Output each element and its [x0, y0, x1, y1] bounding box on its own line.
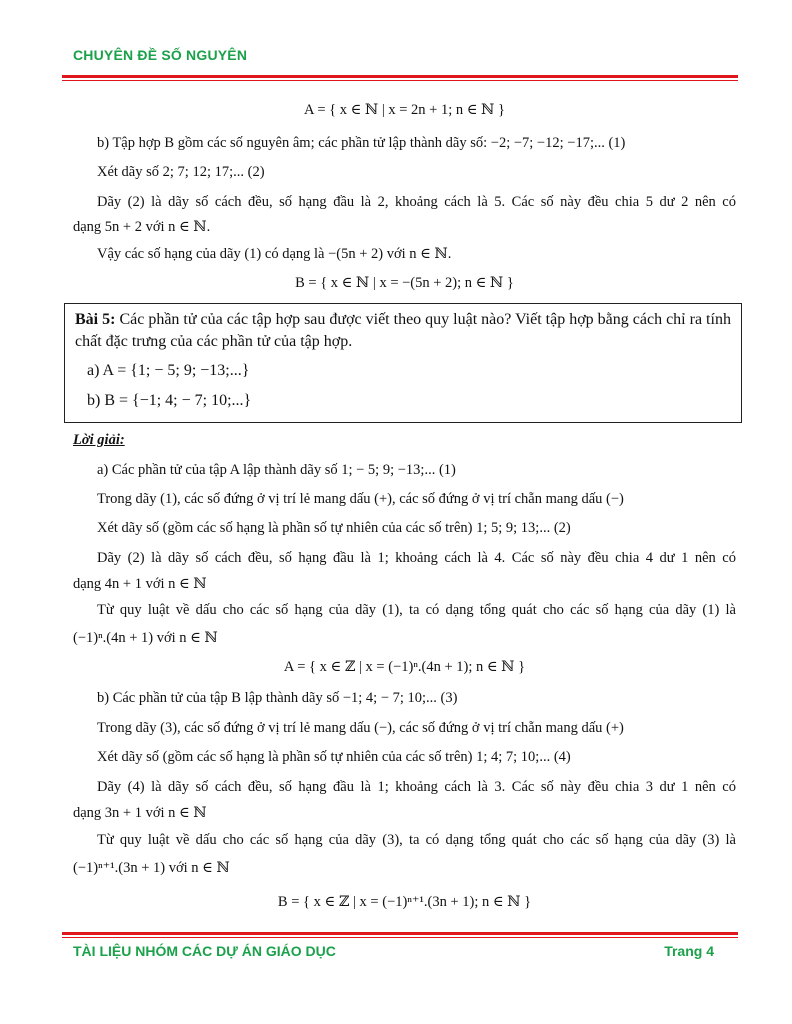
- part-b-intro: b) Tập hợp B gồm các số nguyên âm; các phần tử lập thành dãy số: −2; −7; −12; −17;... (1): [97, 135, 626, 151]
- problem-line-1: [75, 311, 735, 329]
- problem-label: Bài 5:: [75, 311, 116, 328]
- solution-line-11: Xét dãy số (gồm các số hạng là phần số tự nhiên của các số trên) 1; 4; 7; 10;... (4): [97, 749, 571, 765]
- solution-line-7: (−1)ⁿ.(4n + 1) với n ∈ ℕ: [73, 630, 218, 646]
- sequence-2-form: dạng 5n + 2 với n ∈ ℕ.: [73, 219, 211, 235]
- solution-line-12: Dãy (4) là dãy số cách đều, số hạng đầu là 1; khoảng cách là 3. Các số này đều chia 3 dư 1 nên có: [97, 779, 736, 795]
- solution-line-9: b) Các phần tử của tập B lập thành dãy số −1; 4; − 7; 10;... (3): [97, 690, 458, 706]
- problem-text-2: chất đặc trưng của các phần tử của tập hợp.: [75, 333, 353, 350]
- solution-line-6: Từ quy luật về dấu cho các số hạng của dãy (1), ta có dạng tổng quát cho các số hạng của dãy (1) là: [97, 602, 736, 618]
- problem-text-1: Các phần tử của các tập hợp sau được viết theo quy luật nào? Viết tập hợp bằng cách chỉ ra tính: [115, 311, 731, 328]
- problem-box: [64, 303, 742, 423]
- solution-line-13: dạng 3n + 1 với n ∈ ℕ: [73, 805, 207, 821]
- solution-set-a: A = { x ∈ ℤ | x = (−1)ⁿ.(4n + 1); n ∈ ℕ }: [283, 659, 526, 675]
- set-b-definition: B = { x ∈ ℕ | x = −(5n + 2); n ∈ ℕ }: [295, 275, 514, 291]
- sequence-1-form: Vậy các số hạng của dãy (1) có dạng là −(5n + 2) với n ∈ ℕ.: [97, 246, 452, 262]
- sequence-2: Xét dãy số 2; 7; 12; 17;... (2): [97, 164, 265, 180]
- footer-rule: [62, 932, 738, 935]
- page-number: Trang 4: [664, 943, 714, 959]
- footer-publisher: TÀI LIỆU NHÓM CÁC DỰ ÁN GIÁO DỤC: [73, 943, 336, 959]
- header-rule-thin: [62, 80, 738, 81]
- problem-item-b: b) B = {−1; 4; − 7; 10;...}: [87, 392, 252, 409]
- solution-line-3: Xét dãy số (gồm các số hạng là phần số tự nhiên của các số trên) 1; 5; 9; 13;... (2): [97, 520, 571, 536]
- solution-line-14: Từ quy luật về dấu cho các số hạng của dãy (3), ta có dạng tổng quát cho các số hạng của dãy (3) là: [97, 832, 736, 848]
- solution-line-15: (−1)ⁿ⁺¹.(3n + 1) với n ∈ ℕ: [73, 860, 230, 876]
- footer-rule-thin: [62, 937, 738, 938]
- solution-line-2: Trong dãy (1), các số đứng ở vị trí lẻ mang dấu (+), các số đứng ở vị trí chẵn mang dấu (−): [97, 491, 624, 507]
- page-header-title: CHUYÊN ĐỀ SỐ NGUYÊN: [73, 47, 248, 63]
- solution-line-1: a) Các phần tử của tập A lập thành dãy số 1; − 5; 9; −13;... (1): [97, 462, 456, 478]
- solution-line-5: dạng 4n + 1 với n ∈ ℕ: [73, 576, 207, 592]
- solution-line-10: Trong dãy (3), các số đứng ở vị trí lẻ mang dấu (−), các số đứng ở vị trí chẵn mang dấu (+): [97, 720, 624, 736]
- solution-line-4: Dãy (2) là dãy số cách đều, số hạng đầu là 1; khoảng cách là 4. Các số này đều chia 4 dư 1 nên có: [97, 550, 736, 566]
- problem-item-a: a) A = {1; − 5; 9; −13;...}: [87, 362, 250, 379]
- solution-set-b: B = { x ∈ ℤ | x = (−1)ⁿ⁺¹.(3n + 1); n ∈ ℕ }: [277, 894, 532, 910]
- solution-title-text: Lời giải:: [73, 432, 125, 448]
- header-rule: [62, 75, 738, 78]
- set-a-definition: A = { x ∈ ℕ | x = 2n + 1; n ∈ ℕ }: [304, 102, 505, 118]
- solution-title: [73, 430, 736, 450]
- sequence-2-explain: Dãy (2) là dãy số cách đều, số hạng đầu là 2, khoảng cách là 5. Các số này đều chia 5 dư 2 nên có: [97, 194, 736, 210]
